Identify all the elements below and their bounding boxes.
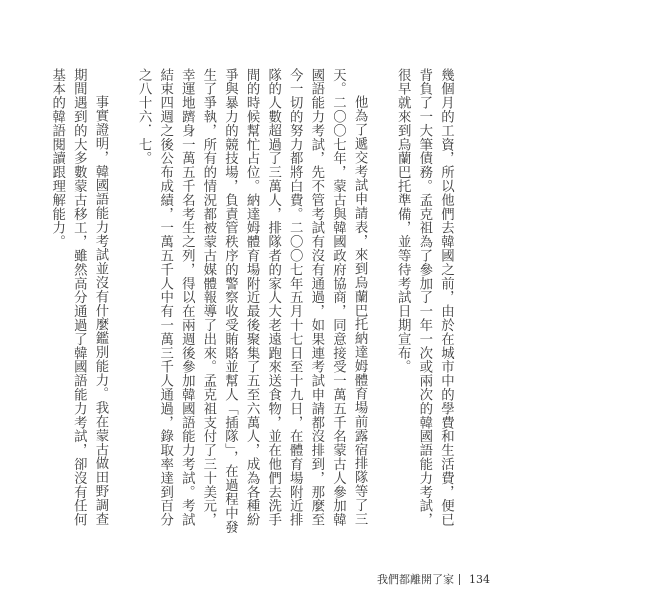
- paragraph-3: 事實證明，韓國語能力考試並沒有什麼鑑別能力。我在蒙古做田野調查期間遇到的大多數蒙古移工，雖然高分通過了韓國語能力考試，卻沒有任何基本的韓語閱讀跟理解能力。: [49, 68, 108, 527]
- page-number: 134: [469, 572, 490, 586]
- page-footer: [377, 571, 490, 587]
- paragraph-2: 他為了遞交考試申請表，來到烏蘭巴托納達姆體育場前露宿排隊等了三天。二〇〇七年，蒙古與韓國政府協商，同意接受一萬五千名蒙古人參加韓國語能力考試，先不管考試有沒有通過，如果連考試申請都沒排到，那麼至今一切的努力都將白費。二〇〇七年五月十七日至十九日，在體育場附近排隊的人數超過了三萬人，排隊者的家人大老遠跑來送食物，並在他們去洗手間的時候幫忙占位。納達姆體育場附近最後聚集了五至六萬人，成為各種紛爭與暴力的競技場，負責管秩序的警察收受賄賂並幫人「插隊」，在過程中發生了爭執，所有的情況都被蒙古媒體報導了出來。孟克祖支付了三十美元，幸運地躋身一萬五千名考生之列，得以在兩週後參加韓國語能力考試。考試結束四週之後公布成績，一萬五千人中有一萬三千人通過，錄取率達到百分之八十六．七。: [136, 68, 368, 534]
- body-text: [49, 68, 478, 538]
- footer-divider: [459, 574, 460, 585]
- paragraph-1: 幾個月的工資，所以他們去韓國之前，由於在城市中的學費和生活費，便已背負了一大筆債務。孟克祖為了參加了一年一次或兩次的韓國語能力考試，很早就來到烏蘭巴托準備，並等待考試日期宣布。: [395, 68, 454, 527]
- book-title: 我們都離開了家: [377, 573, 454, 586]
